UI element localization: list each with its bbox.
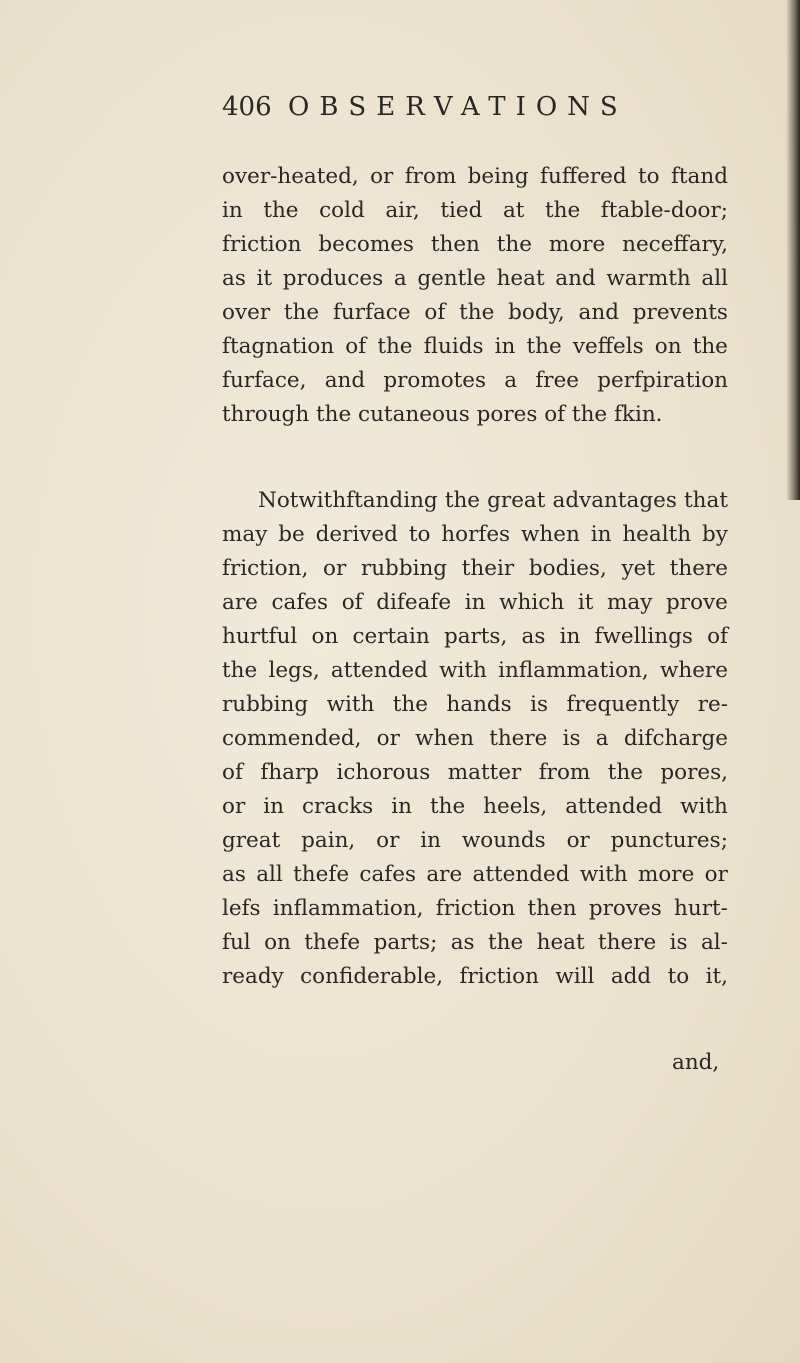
text-line: as all thefe cafes are attended with more or — [222, 862, 728, 887]
text-line: friction, or rubbing their bodies, yet there — [222, 556, 728, 581]
text-line: the legs, attended with inflammation, where — [222, 658, 728, 683]
text-line: great pain, or in wounds or punctures; — [222, 828, 728, 853]
page-number: 406 — [222, 92, 272, 122]
text-line: through the cutaneous pores of the fkin. — [222, 402, 663, 427]
text-line: ready confiderable, friction will add to it, — [222, 964, 728, 989]
paragraph-1 — [222, 160, 728, 432]
text-line: over-heated, or from being fuffered to ftand — [222, 164, 728, 189]
text-line: over the furface of the body, and prevents — [222, 300, 728, 325]
text-line: as it produces a gentle heat and warmth all — [222, 266, 728, 291]
text-line: may be derived to horfes when in health by — [222, 522, 728, 547]
page-header — [222, 92, 702, 132]
text-line: are cafes of difeafe in which it may prove — [222, 590, 728, 615]
text-line: ftagnation of the fluids in the veffels on the — [222, 334, 728, 359]
paragraph-2 — [222, 484, 728, 994]
text-line: rubbing with the hands is frequently re- — [222, 692, 728, 717]
text-line: in the cold air, tied at the ftable-door; — [222, 198, 728, 223]
text-line: lefs inflammation, friction then proves hurt- — [222, 896, 728, 921]
text-line: Notwithftanding the great advantages that — [258, 488, 728, 513]
text-line: commended, or when there is a difcharge — [222, 726, 728, 751]
catchword: and, — [672, 1050, 720, 1075]
text-line: or in cracks in the heels, attended with — [222, 794, 728, 819]
running-head: OBSERVATIONS — [288, 92, 628, 122]
page-edge-shadow — [786, 0, 800, 500]
text-line: hurtful on certain parts, as in fwellings of — [222, 624, 728, 649]
text-line: of fharp ichorous matter from the pores, — [222, 760, 728, 785]
paragraph-gap — [222, 432, 728, 484]
body-text — [222, 160, 728, 994]
text-line: ful on thefe parts; as the heat there is al- — [222, 930, 728, 955]
text-line: furface, and promotes a free perfpiration — [222, 368, 728, 393]
text-line: friction becomes then the more neceffary, — [222, 232, 728, 257]
